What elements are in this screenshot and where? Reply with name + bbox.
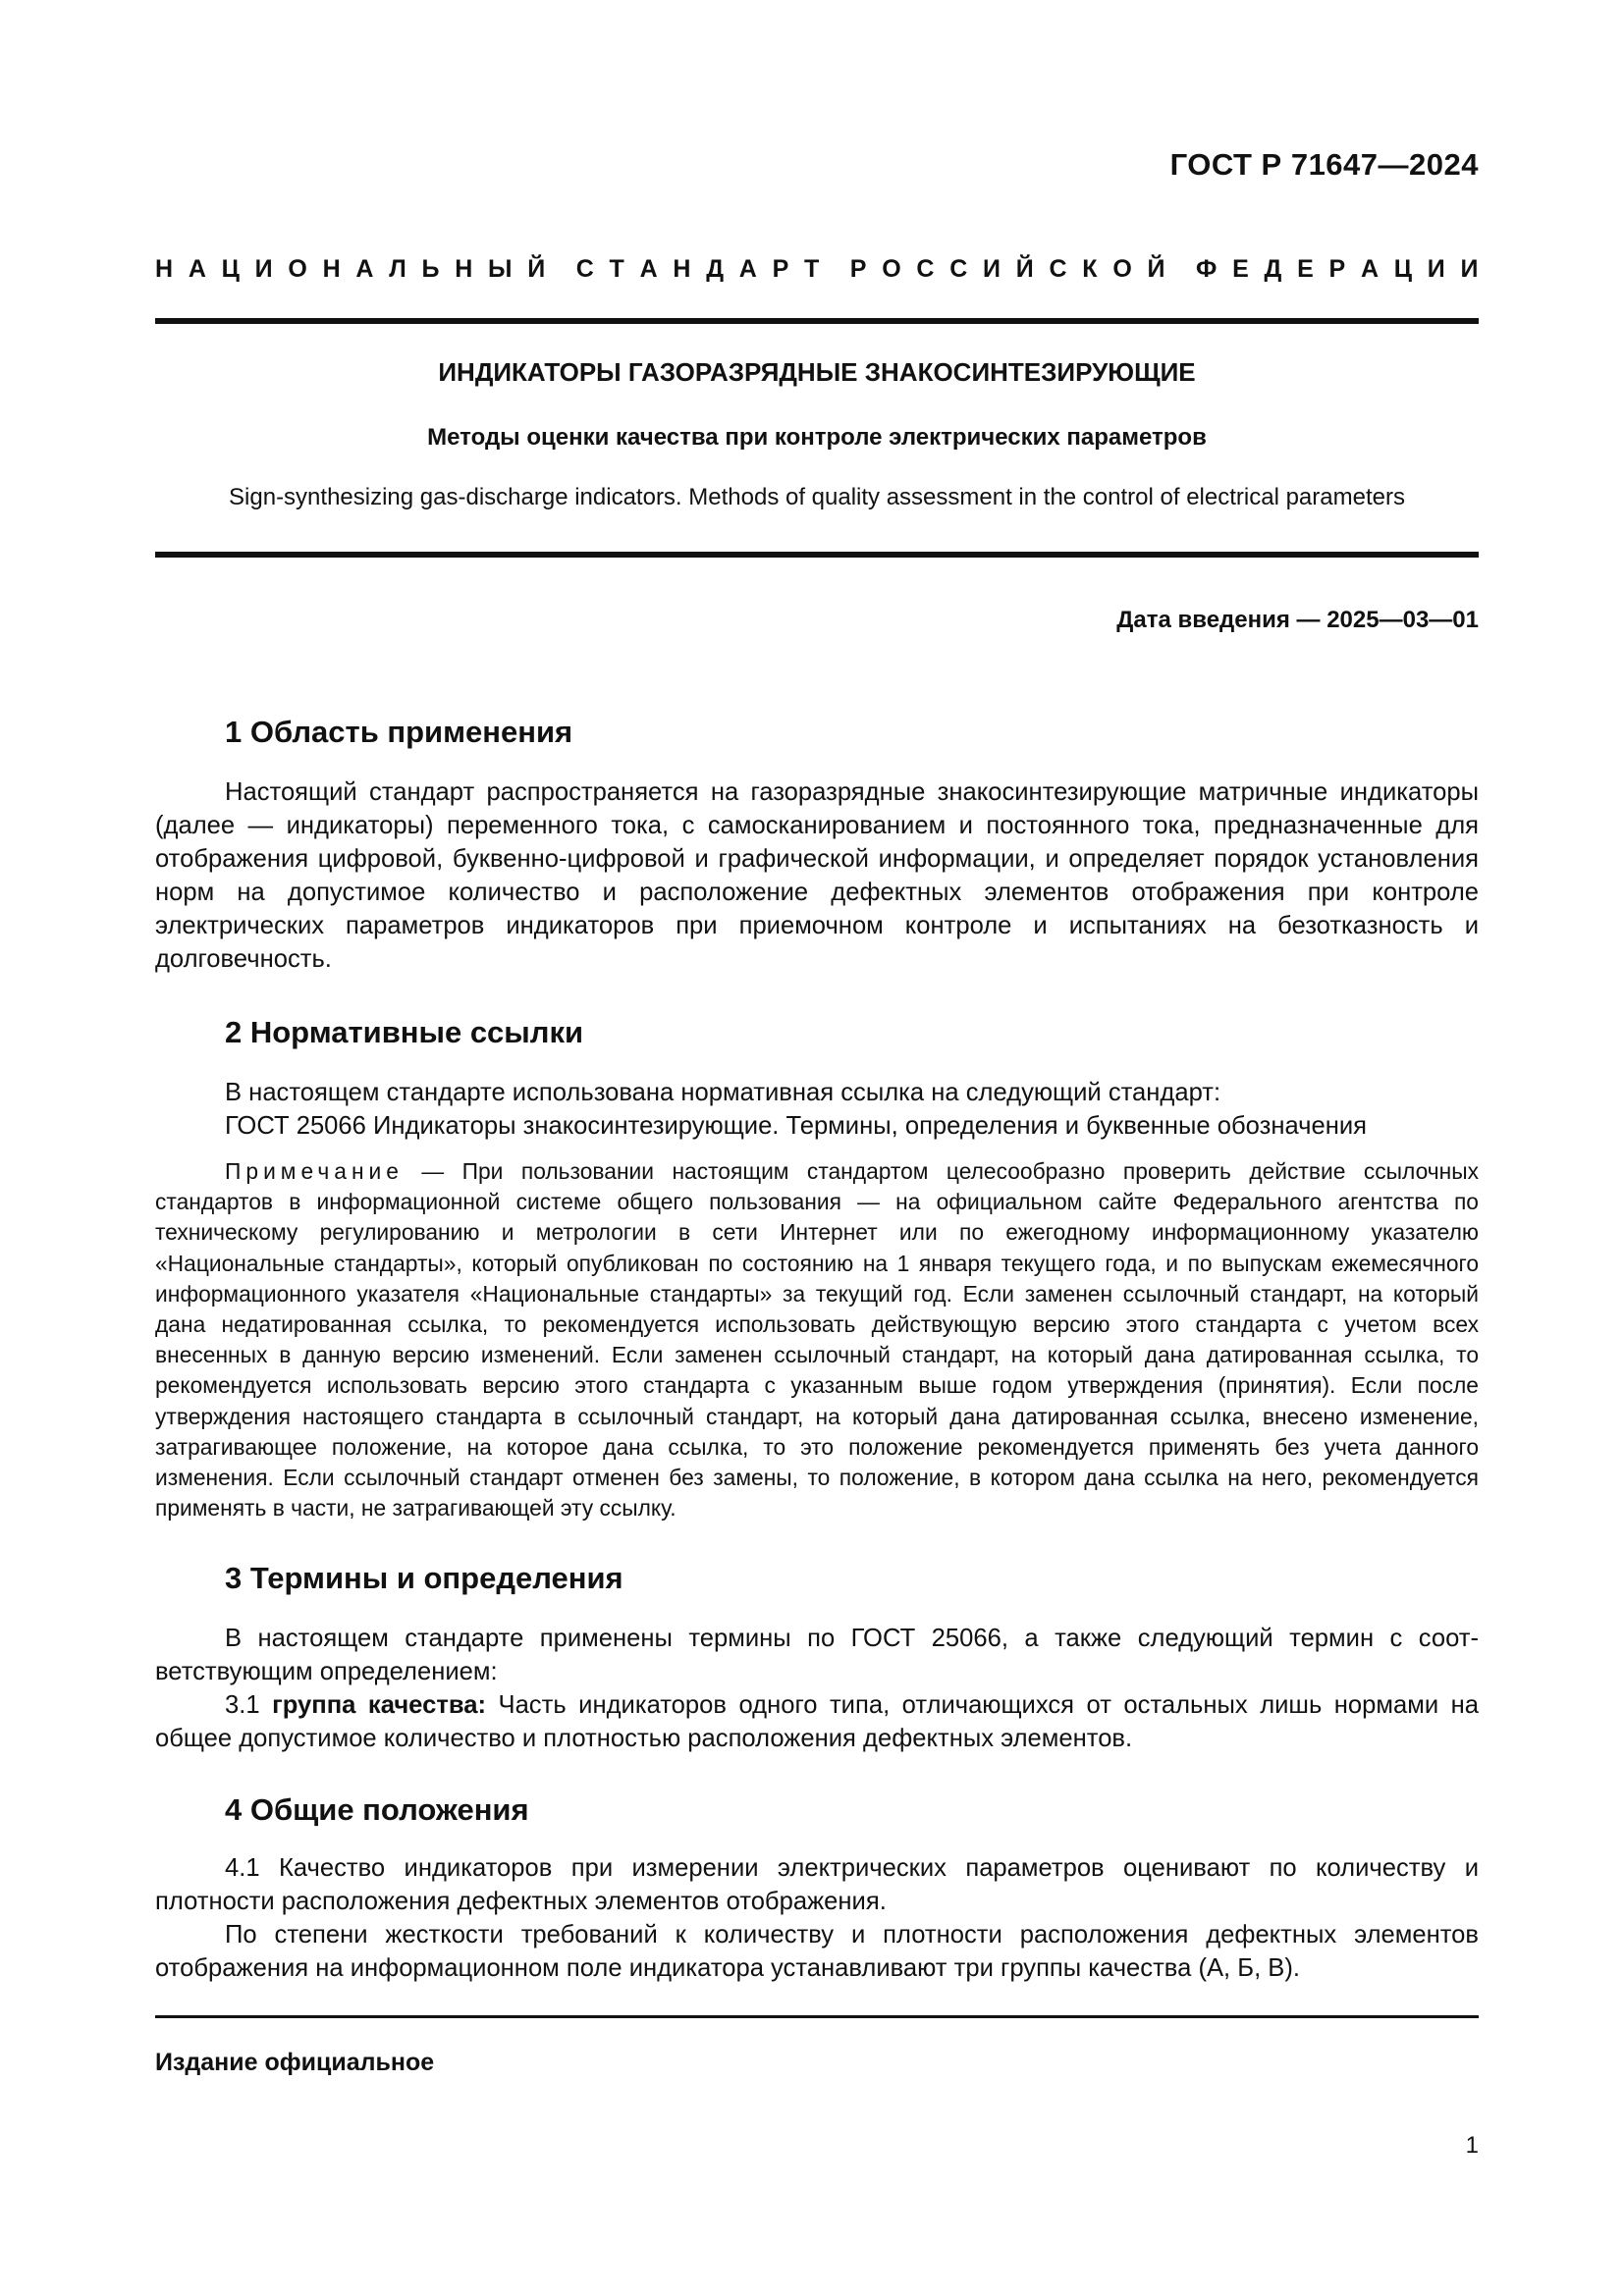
note-text: — При пользовании настоящим стандартом целесообразно проверить действие ссылочных стандартов в информационной системе общего пользования — на официальном сайте Федерального агентства по техническому регулированию и метрологии в сети Интернет или по ежегодному информационному указателю «Национальные стандарты», который опубликован по состоянию на 1 января текущего года, и по выпускам ежемесячного информационного указателя «Национальные стандарты» за текущий год. Если заменен ссылочный стандарт, на который дана недатированная ссылка, то рекомендуется использовать действующую версию этого стандарта с учетом всех внесенных в данную версию изменений. Если заменен ссылочный стандарт, на который дана датированная ссылка, то рекомендуется использовать версию этого стандарта с указанным выше годом утверждения (принятия). Если после утверждения настоящего стандарта в ссылочный стандарт, на который дана датированная ссылка, внесено изменение, затрагивающее положение, на которое дана ссылка, то это положение рекомендуется применять без учета данного изменения. Если ссылочный стандарт отменен без замены, то положение, в котором дана ссылка на него, рекомендуется применять в части, не затрагивающей эту ссылку. bbox=[155, 1158, 1479, 1522]
banner-letter: Н bbox=[455, 255, 473, 283]
document-title: ИНДИКАТОРЫ ГАЗОРАЗРЯДНЫЕ ЗНАКОСИНТЕЗИРУЮЩИЕ bbox=[438, 357, 1196, 387]
banner-letter: И bbox=[254, 255, 273, 283]
banner-letter: Ы bbox=[488, 255, 513, 283]
banner-letter: Л bbox=[389, 255, 406, 283]
banner-letter: Ц bbox=[221, 255, 240, 283]
banner-letter: И bbox=[1427, 255, 1445, 283]
banner-letter: Ф bbox=[1195, 255, 1218, 283]
banner-letter: С bbox=[575, 255, 594, 283]
term-definition bbox=[155, 1688, 1479, 1755]
section-2-heading: 2 Нормативные ссылки bbox=[225, 1015, 584, 1049]
banner-letter: С bbox=[916, 255, 935, 283]
term-number: 3.1 bbox=[225, 1691, 273, 1719]
document-subtitle: Методы оценки качества при контроле электрических параметров bbox=[427, 424, 1207, 451]
banner-letter: Н bbox=[673, 255, 691, 283]
banner-letter: Ц bbox=[1393, 255, 1413, 283]
introduction-date: Дата введения — 2025—03—01 bbox=[1116, 607, 1479, 633]
title-divider bbox=[155, 552, 1479, 558]
section-1-paragraph: Настоящий стандарт распространяется на газоразрядные знакосинтезирующие матричные индикаторы (далее — индикаторы) переменного тока, с самосканированием и постоянного тока, предназначенные для отображения цифровой, буквенно-цифровой и графической информации, и определяет порядок установления норм на допустимое количество и расположение дефектных элементов отображения при контроле электрических параметров индикаторов при приемочном контроле и испытаниях на безотказность и долговечность. bbox=[155, 778, 1479, 973]
referenced-standard: ГОСТ 25066 Индикаторы знакосинтезирующие. Термины, определения и буквенные обозначения bbox=[225, 1112, 1368, 1140]
section-4-heading: 4 Общие положения bbox=[225, 1792, 529, 1827]
banner-letter: А bbox=[1360, 255, 1380, 283]
section-1-heading: 1 Область применения bbox=[225, 715, 573, 749]
banner-letter: Н bbox=[155, 255, 174, 283]
section-4-paragraph-2: По степени жесткости требований к количеству и плотности расположения дефектных элементов отображения на информационном поле индикатора устанавливают три группы качества (А, Б, В). bbox=[155, 1921, 1479, 1982]
banner-letter: Е bbox=[1232, 255, 1249, 283]
banner-letter: Р bbox=[1328, 255, 1346, 283]
standard-code: ГОСТ Р 71647—2024 bbox=[1169, 147, 1479, 182]
official-edition-label: Издание официальное bbox=[155, 2049, 435, 2076]
banner-letter: Н bbox=[322, 255, 341, 283]
banner-letter: Д bbox=[706, 255, 724, 283]
banner-letter: Е bbox=[1297, 255, 1314, 283]
footer-divider bbox=[155, 2015, 1479, 2018]
banner-letter: А bbox=[738, 255, 757, 283]
note-label: Примечание bbox=[225, 1158, 404, 1184]
banner-letter: Т bbox=[804, 255, 820, 283]
term-name: группа качества: bbox=[272, 1691, 487, 1719]
header-divider bbox=[155, 318, 1479, 324]
banner-letter: О bbox=[288, 255, 307, 283]
banner-letter: Й bbox=[527, 255, 546, 283]
section-4-paragraph-1: 4.1 Качество индикаторов при измерении электрических параметров оценивают по количеству и плотности расположения дефектных элементов отображения. bbox=[155, 1854, 1479, 1915]
banner-letter: Й bbox=[1015, 255, 1034, 283]
banner-letter: Р bbox=[849, 255, 867, 283]
banner-letter: И bbox=[983, 255, 1001, 283]
section-3-heading: 3 Термины и определения bbox=[225, 1561, 623, 1595]
banner-letter: С bbox=[949, 255, 968, 283]
banner-letter: Р bbox=[772, 255, 789, 283]
banner-letter: С bbox=[1049, 255, 1067, 283]
section-3-paragraph: В настоящем стандарте применены термины по ГОСТ 25066, а также следующий термин с соответствующим определением: bbox=[155, 1625, 1479, 1685]
banner-letter: Ь bbox=[421, 255, 440, 283]
banner-letter: К bbox=[1082, 255, 1098, 283]
banner-letter: Й bbox=[1147, 255, 1165, 283]
page-number: 1 bbox=[1465, 2132, 1479, 2159]
section-2-paragraph: В настоящем стандарте использована нормативная ссылка на следующий стандарт: bbox=[225, 1079, 1221, 1106]
banner-letter: Д bbox=[1264, 255, 1282, 283]
banner-letter: О bbox=[882, 255, 901, 283]
banner-letter: А bbox=[188, 255, 206, 283]
banner-letter: О bbox=[1112, 255, 1132, 283]
note-paragraph bbox=[155, 1156, 1479, 1523]
national-standard-banner bbox=[155, 255, 1479, 284]
banner-letter: А bbox=[639, 255, 658, 283]
english-title: Sign-synthesizing gas-discharge indicators. Methods of quality assessment in the control of electrical parameters bbox=[229, 484, 1405, 510]
banner-letter: Т bbox=[609, 255, 624, 283]
banner-letter: А bbox=[355, 255, 374, 283]
banner-letter: И bbox=[1460, 255, 1479, 283]
term-definition-text: Часть индикаторов одного типа, отличающихся от остальных лишь нормами на общее допустимое количество и плотностью расположения дефектных элементов. bbox=[155, 1691, 1479, 1752]
